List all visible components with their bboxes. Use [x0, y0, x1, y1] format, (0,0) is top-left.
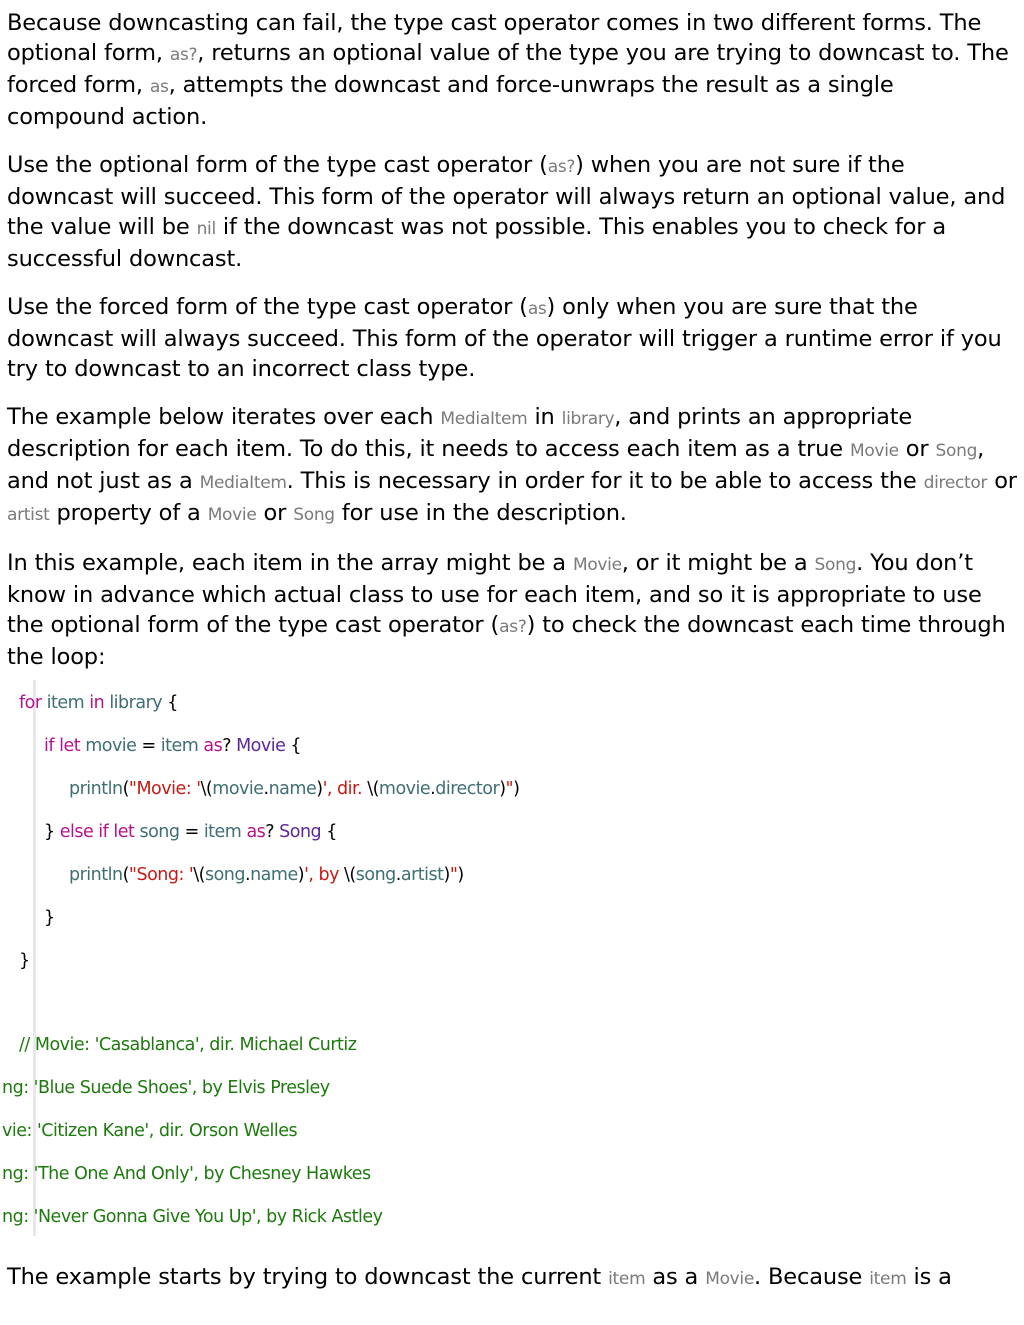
code-line-6: }: [44, 908, 55, 928]
code-block: [0, 680, 1024, 1240]
text: ) when you are not sure if the downcast will succeed. This form of the operator will always return an optional value, and the value will be: [7, 152, 1006, 240]
text: , returns an optional value of the type you are trying to downcast to. The forced form,: [7, 40, 1009, 98]
text: if the downcast was not possible. This enables you to check for a successful downcast.: [7, 214, 947, 272]
code-comment-5: ng: 'Never Gonna Give You Up', by Rick Astley: [2, 1207, 383, 1227]
inline-code: as: [527, 299, 547, 319]
keyword: for: [19, 693, 42, 713]
inline-code: item: [608, 1269, 646, 1289]
type-name: Song: [279, 822, 322, 842]
token: ): [457, 865, 464, 885]
token: .: [245, 865, 251, 885]
inline-code: MediaItem: [440, 409, 528, 429]
text: ) to check the downcast each time through the loop:: [7, 612, 1006, 670]
token: {: [285, 736, 302, 756]
inline-code: library: [561, 409, 615, 429]
token: =: [179, 822, 204, 842]
code-line-1: [19, 693, 178, 713]
keyword: if: [98, 822, 109, 842]
inline-code: Song: [814, 555, 857, 575]
identifier: name: [250, 865, 298, 885]
identifier: name: [268, 779, 317, 799]
inline-code: Song: [293, 505, 335, 525]
text: in: [527, 404, 562, 430]
string: ": [449, 865, 458, 885]
string: "Song: ': [128, 865, 194, 885]
inline-code: Movie: [849, 441, 899, 461]
token: .: [263, 779, 269, 799]
text: for use in the description.: [334, 500, 627, 526]
code-comment-2: ng: 'Blue Suede Shoes', by Elvis Presley: [2, 1078, 330, 1098]
inline-code: director: [923, 473, 988, 493]
paragraph-example-intro: [7, 402, 1017, 530]
token: ?: [265, 822, 280, 842]
article-continuation: [7, 1262, 1017, 1294]
token: \(: [193, 865, 205, 885]
identifier: library: [109, 693, 163, 713]
inline-code: Movie: [572, 555, 622, 575]
paragraph-optional-form: [7, 150, 1017, 274]
token: ): [443, 865, 450, 885]
identifier: song: [139, 822, 180, 842]
text: . Because: [754, 1264, 870, 1290]
string: ": [505, 779, 514, 799]
type-name: Movie: [236, 736, 286, 756]
token: ): [499, 779, 506, 799]
keyword: else: [59, 822, 94, 842]
identifier: artist: [400, 865, 444, 885]
text: , and prints an appropriate description for each item. To do this, it needs to access each item as a true: [7, 404, 913, 462]
paragraph-downcast-start: [7, 1262, 1017, 1294]
code-comment-4: ng: 'The One And Only', by Chesney Hawkes: [2, 1164, 371, 1184]
code-line-3: [69, 779, 519, 799]
identifier: item: [160, 736, 199, 756]
code-comment-3: vie: 'Citizen Kane', dir. Orson Welles: [2, 1121, 298, 1141]
code-line-4: [44, 822, 337, 842]
string: "Movie: ': [128, 779, 201, 799]
text: , and not just as a: [7, 436, 985, 494]
inline-code: Song: [935, 441, 978, 461]
inline-code: as: [149, 77, 169, 97]
inline-code: item: [869, 1269, 907, 1289]
token: \(: [367, 779, 379, 799]
keyword: let: [59, 736, 81, 756]
inline-code: Movie: [705, 1269, 755, 1289]
string: ', dir.: [322, 779, 368, 799]
text: . You don’t know in advance which actual class to use for each item, and so it is appropriate to use the optional form of the type cast operator (: [7, 550, 982, 638]
token: \(: [344, 865, 356, 885]
keyword: as: [246, 822, 266, 842]
token: }: [44, 822, 60, 842]
text: property of a: [49, 500, 208, 526]
token: ): [297, 865, 305, 885]
paragraph-forced-form: [7, 292, 1017, 384]
token: (: [122, 779, 129, 799]
keyword: in: [89, 693, 105, 713]
text: Use the optional form of the type cast operator (: [7, 152, 548, 178]
text: , or it might be a: [621, 550, 815, 576]
identifier: director: [435, 779, 500, 799]
text: Use the forced form of the type cast operator (: [7, 294, 528, 320]
code-comment-1: // Movie: 'Casablanca', dir. Michael Curtiz: [19, 1035, 357, 1055]
text: or: [256, 500, 294, 526]
keyword: as: [203, 736, 223, 756]
text: In this example, each item in the array might be a: [7, 550, 573, 576]
text: is a: [906, 1264, 952, 1290]
token: {: [162, 693, 178, 713]
inline-code: as?: [547, 157, 576, 177]
text: The example starts by trying to downcast the current: [7, 1264, 609, 1290]
paragraph-forms: [7, 8, 1017, 132]
inline-code: nil: [196, 219, 216, 239]
token: =: [136, 736, 161, 756]
text: or: [987, 468, 1017, 494]
code-line-2: [44, 736, 301, 756]
keyword: let: [113, 822, 135, 842]
string: ', by: [304, 865, 345, 885]
identifier: song: [204, 865, 246, 885]
text: as a: [645, 1264, 706, 1290]
code-line-5: [69, 865, 464, 885]
inline-code: Movie: [207, 505, 257, 525]
keyword: if: [44, 736, 55, 756]
token: ): [513, 779, 520, 799]
identifier: movie: [85, 736, 137, 756]
text: . This is necessary in order for it to be able to access the: [286, 468, 924, 494]
text: Because downcasting can fail, the type cast operator comes in two different forms. The optional form,: [7, 10, 982, 66]
identifier: song: [355, 865, 396, 885]
text: ) only when you are sure that the downcast will always succeed. This form of the operator will trigger a runtime error if you try to downcast to an incorrect class type.: [7, 294, 1002, 382]
identifier: item: [203, 822, 242, 842]
token: {: [321, 822, 337, 842]
text: , attempts the downcast and force-unwraps the result as a single compound action.: [7, 72, 894, 130]
token: .: [395, 865, 401, 885]
inline-code: as?: [169, 45, 198, 65]
article-body: [7, 8, 1017, 690]
token: (: [122, 865, 129, 885]
code-block-border: [33, 680, 36, 1236]
function-name: println: [69, 779, 123, 799]
inline-code: as?: [499, 617, 527, 637]
token: ?: [222, 736, 237, 756]
token: ): [316, 779, 323, 799]
inline-code: MediaItem: [199, 473, 287, 493]
text: The example below iterates over each: [7, 404, 441, 430]
identifier: movie: [378, 779, 431, 799]
paragraph-loop-explain: [7, 548, 1017, 672]
code-line-7: }: [19, 951, 30, 971]
identifier: item: [46, 693, 85, 713]
function-name: println: [69, 865, 123, 885]
identifier: movie: [212, 779, 264, 799]
token: .: [430, 779, 436, 799]
text: or: [898, 436, 936, 462]
inline-code: artist: [7, 505, 50, 525]
token: \(: [200, 779, 213, 799]
